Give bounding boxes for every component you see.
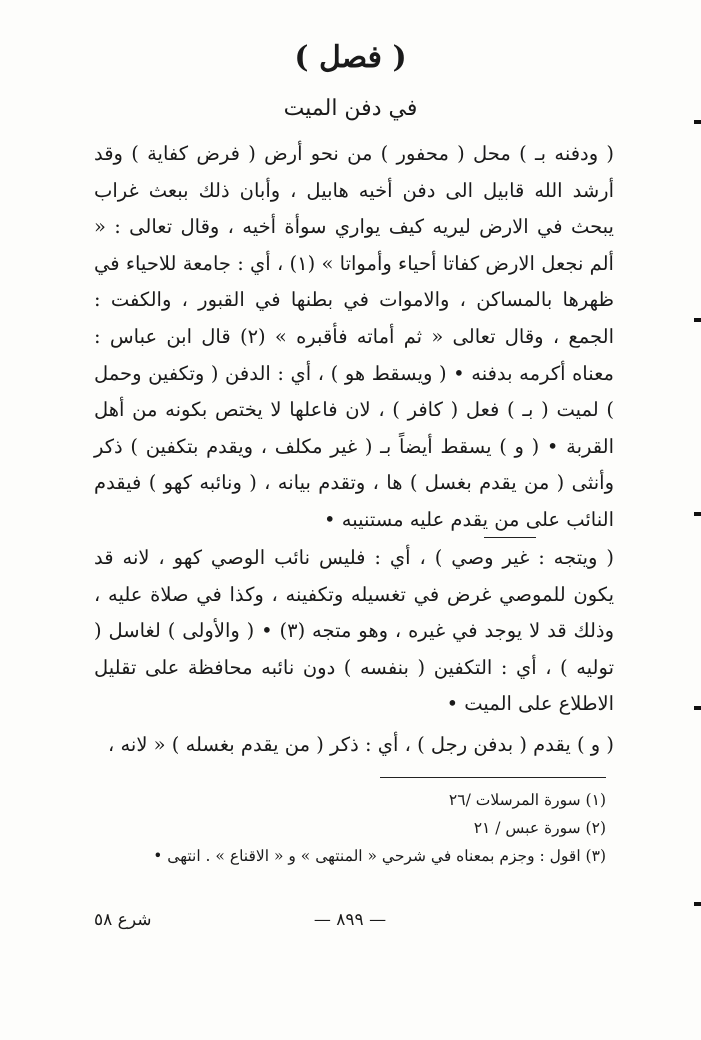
signature-mark: شرع ٥٨	[94, 910, 152, 930]
footnote-item: (٢) سورة عبس / ٢١	[473, 819, 606, 837]
margin-mark	[694, 512, 701, 516]
footnote-item: (٣) اقول : وجزم بمعناه في شرحي « المنتهى » و « الاقناع » . انتهى •	[153, 847, 606, 865]
paragraph-divider	[484, 537, 536, 538]
margin-mark	[694, 120, 701, 124]
margin-mark	[694, 706, 701, 710]
footnote-item: (١) سورة المرسلات /٢٦	[448, 791, 606, 809]
section-heading: ( فصل )	[294, 40, 407, 75]
footnotes	[94, 786, 606, 870]
footnote-rule	[380, 777, 606, 778]
paragraph-3: ( و ) يقدم ( بدفن رجل ) ، أي : ذكر ( من يقدم بغسله ) « لانه ،	[107, 733, 614, 756]
margin-mark	[694, 902, 701, 906]
margin-mark	[694, 318, 701, 322]
paragraph-1: ( ودفنه بـ ) محل ( محفور ) من نحو أرض ( فرض كفاية ) وقد أرشد الله قابيل الى دفن أخيه هابيل ، وأبان ذلك ببعث غراب يبحث في الارض ليريه كيف يواري سوأة أخيه ، وقال تعالى : « ألم نجعل الارض كفاتا أحياء وأمواتا » (١) ، أي : جامعة للاحياء في ظهرها بالمساكن ، والاموات في بطنها في القبور ، والكفت : الجمع ، وقال تعالى « ثم أماته فأقبره » (٢) قال ابن عباس : معناه أكرمه بدفنه • ( ويسقط هو ) ، أي : الدفن ( وتكفين وحمل ) لميت ( بـ ) فعل ( كافر ) ، لان فاعلها لا يختص بكونه من أهل القربة • ( و ) يسقط أيضاً بـ ( غير مكلف ، ويقدم بتكفين ) ذكر وأنثى ( من يقدم بغسل ) ها ، وتقدم بيانه ، ( ونائبه كهو ) فيقدم النائب على من يقدم عليه مستنيبه •	[94, 142, 614, 531]
paragraph-2: ( ويتجه : غير وصي ) ، أي : فليس نائب الوصي كهو ، لانه قد يكون للموصي غرض في تغسيله وتكفينه ، وكذا في صلاة عليه ، وذلك قد لا يوجد في غيره ، وهو متجه (٣) • ( والأولى ) لغاسل ( توليه ) ، أي : التكفين ( بنفسه ) دون نائبه محافظة على تقليل الاطلاع على الميت •	[94, 546, 614, 716]
section-subheading: في دفن الميت	[283, 96, 418, 121]
page-number: — ٨٩٩ —	[313, 910, 387, 930]
